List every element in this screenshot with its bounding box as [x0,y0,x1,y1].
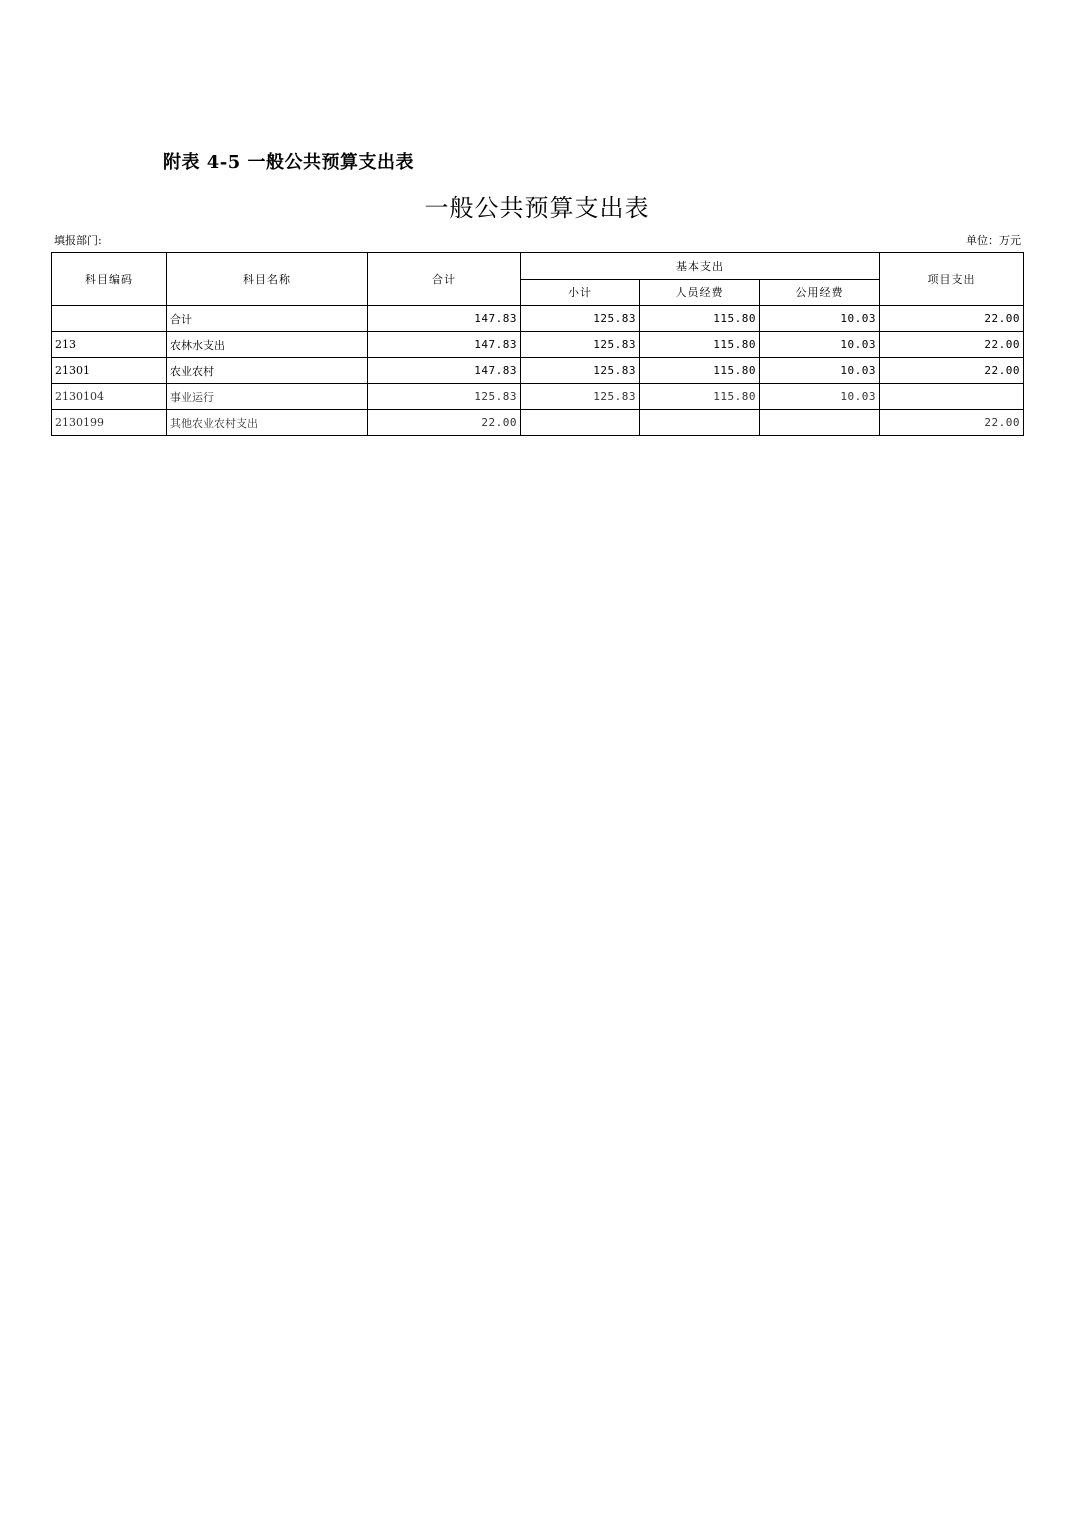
table-row [52,410,1024,436]
cell-name: 其他农业农村支出 [167,410,368,436]
cell-personnel [640,410,760,436]
header-public-expenses: 公用经费 [760,279,880,306]
cell-total: 125.83 [368,384,521,410]
cell-public: 10.03 [760,358,880,384]
cell-total: 22.00 [368,410,521,436]
cell-total: 147.83 [368,306,521,332]
cell-personnel: 115.80 [640,306,760,332]
unit-label: 单位：万元 [966,234,1021,247]
cell-code: 213 [52,332,167,358]
cell-subtotal: 125.83 [521,332,640,358]
cell-public: 10.03 [760,332,880,358]
cell-code [52,306,167,332]
header-subtotal: 小计 [521,279,640,306]
cell-code: 2130199 [52,410,167,436]
table-row [52,384,1024,410]
cell-code: 2130104 [52,384,167,410]
cell-total: 147.83 [368,332,521,358]
cell-project: 22.00 [880,410,1024,436]
appendix-title: 附表 4-5 一般公共预算支出表 [163,152,415,173]
cell-public [760,410,880,436]
cell-subtotal [521,410,640,436]
header-code: 科目编码 [52,253,167,306]
cell-project: 22.00 [880,332,1024,358]
cell-name: 合计 [167,306,368,332]
header-basic-expenditure: 基本支出 [521,253,880,280]
table-row [52,332,1024,358]
cell-name: 事业运行 [167,384,368,410]
cell-name: 农业农村 [167,358,368,384]
header-name: 科目名称 [167,253,368,306]
cell-personnel: 115.80 [640,332,760,358]
cell-subtotal: 125.83 [521,358,640,384]
cell-subtotal: 125.83 [521,384,640,410]
cell-project: 22.00 [880,358,1024,384]
cell-code: 21301 [52,358,167,384]
cell-public: 10.03 [760,306,880,332]
cell-name: 农林水支出 [167,332,368,358]
cell-public: 10.03 [760,384,880,410]
cell-project: 22.00 [880,306,1024,332]
table-row [52,306,1024,332]
header-total: 合计 [368,253,521,306]
budget-expenditure-table [51,252,1024,436]
page-title: 一般公共预算支出表 [424,194,650,222]
fill-department-label: 填报部门: [54,234,102,247]
cell-subtotal: 125.83 [521,306,640,332]
cell-total: 147.83 [368,358,521,384]
cell-personnel: 115.80 [640,358,760,384]
cell-project [880,384,1024,410]
cell-personnel: 115.80 [640,384,760,410]
header-project-expenditure: 项目支出 [880,253,1024,306]
table-row [52,358,1024,384]
header-personnel-expenses: 人员经费 [640,279,760,306]
